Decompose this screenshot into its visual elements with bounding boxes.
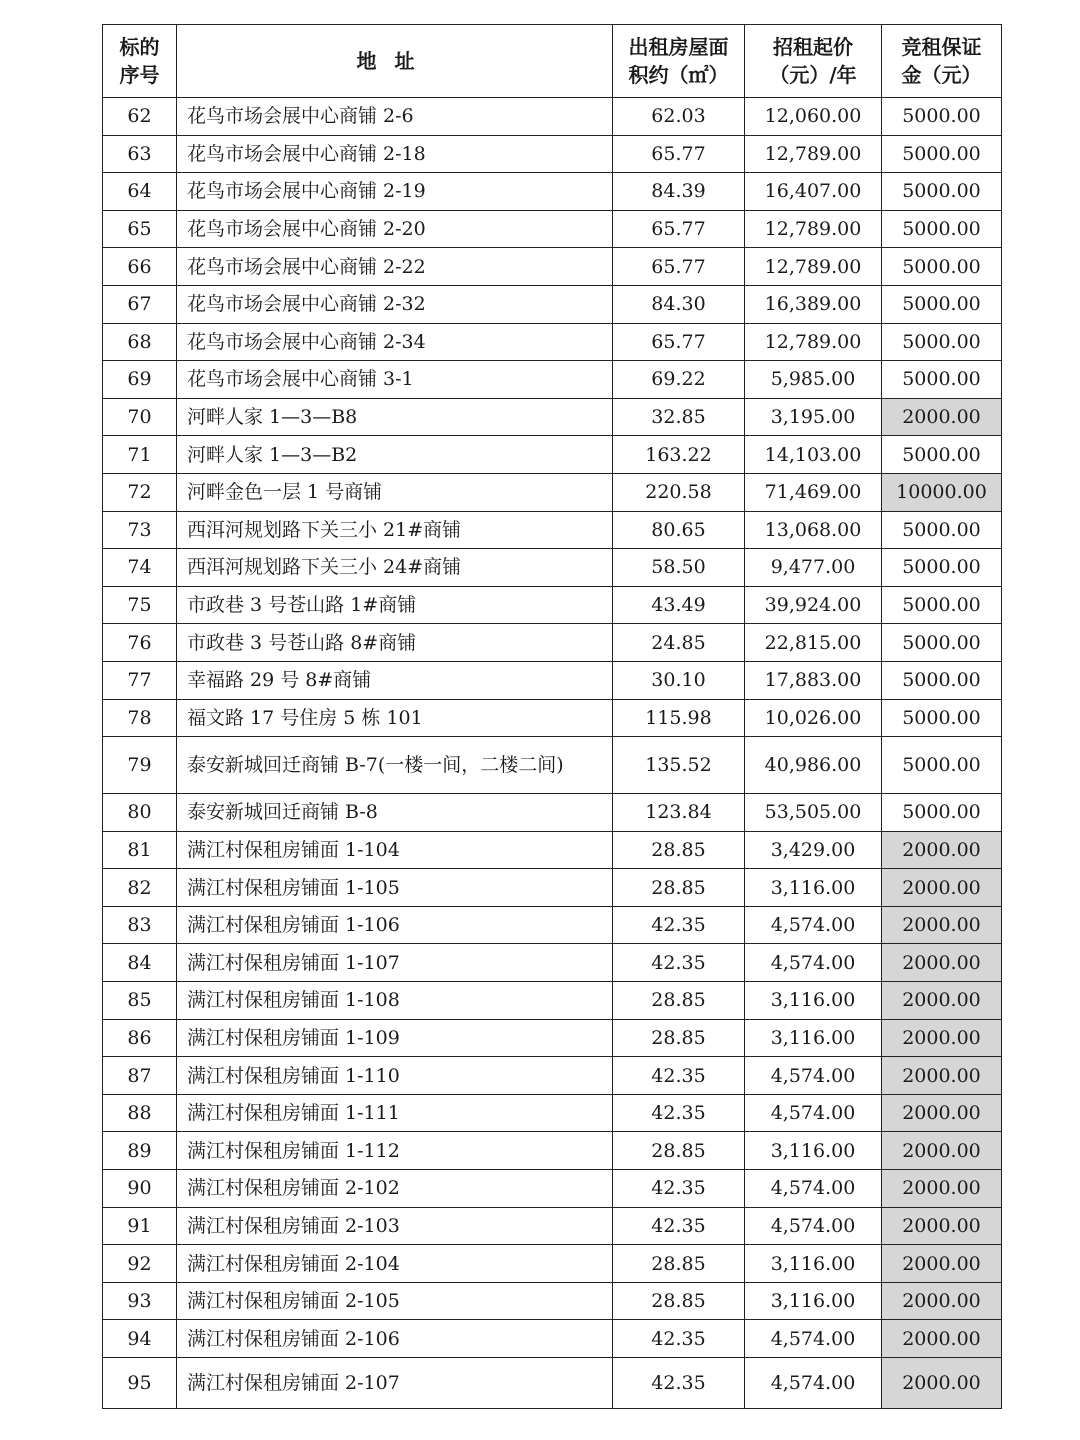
starting-price-cell: 13,068.00: [745, 511, 882, 549]
area-cell: 32.85: [613, 398, 745, 436]
address-cell: 花鸟市场会展中心商铺 2-22: [177, 248, 613, 286]
deposit-cell: 2000.00: [882, 1132, 1002, 1170]
starting-price-cell: 4,574.00: [745, 1358, 882, 1409]
starting-price-cell: 14,103.00: [745, 436, 882, 474]
address-cell: 满江村保租房铺面 1-108: [177, 982, 613, 1020]
deposit-cell: 5000.00: [882, 436, 1002, 474]
lot-number-cell: 77: [103, 661, 177, 699]
lot-number-cell: 90: [103, 1170, 177, 1208]
table-row: [103, 398, 1002, 436]
lot-number-cell: 76: [103, 624, 177, 662]
lot-number-cell: 63: [103, 135, 177, 173]
starting-price-cell: 3,116.00: [745, 1245, 882, 1283]
lot-number-cell: 83: [103, 906, 177, 944]
area-cell: 28.85: [613, 1019, 745, 1057]
table-row: [103, 661, 1002, 699]
starting-price-cell: 3,116.00: [745, 1132, 882, 1170]
lot-number-cell: 94: [103, 1320, 177, 1358]
table-row: [103, 831, 1002, 869]
address-cell: 满江村保租房铺面 2-102: [177, 1170, 613, 1208]
area-cell: 84.39: [613, 173, 745, 211]
starting-price-cell: 22,815.00: [745, 624, 882, 662]
deposit-cell: 2000.00: [882, 1320, 1002, 1358]
starting-price-cell: 3,116.00: [745, 1019, 882, 1057]
table-row: [103, 511, 1002, 549]
address-cell: 满江村保租房铺面 1-105: [177, 869, 613, 907]
table-row: [103, 944, 1002, 982]
lot-number-cell: 85: [103, 982, 177, 1020]
deposit-cell: 2000.00: [882, 1282, 1002, 1320]
deposit-cell: 5000.00: [882, 173, 1002, 211]
address-cell: 满江村保租房铺面 1-111: [177, 1094, 613, 1132]
address-cell: 花鸟市场会展中心商铺 2-32: [177, 285, 613, 323]
area-cell: 84.30: [613, 285, 745, 323]
deposit-cell: 5000.00: [882, 586, 1002, 624]
address-cell: 福文路 17 号住房 5 栋 101: [177, 699, 613, 737]
lot-number-cell: 92: [103, 1245, 177, 1283]
area-cell: 163.22: [613, 436, 745, 474]
deposit-cell: 5000.00: [882, 323, 1002, 361]
address-cell: 市政巷 3 号苍山路 1#商铺: [177, 586, 613, 624]
address-cell: 花鸟市场会展中心商铺 2-19: [177, 173, 613, 211]
address-cell: 花鸟市场会展中心商铺 2-6: [177, 98, 613, 136]
deposit-cell: 5000.00: [882, 794, 1002, 832]
starting-price-cell: 4,574.00: [745, 1170, 882, 1208]
address-cell: 满江村保租房铺面 1-107: [177, 944, 613, 982]
starting-price-cell: 16,407.00: [745, 173, 882, 211]
table-row: [103, 173, 1002, 211]
header-address: 地址: [177, 25, 613, 98]
address-cell: 河畔人家 1—3—B2: [177, 436, 613, 474]
table-row: [103, 586, 1002, 624]
area-cell: 135.52: [613, 737, 745, 794]
address-cell: 市政巷 3 号苍山路 8#商铺: [177, 624, 613, 662]
address-cell: 花鸟市场会展中心商铺 2-34: [177, 323, 613, 361]
starting-price-cell: 12,789.00: [745, 323, 882, 361]
header-lot-number: 标的 序号: [103, 25, 177, 98]
starting-price-cell: 40,986.00: [745, 737, 882, 794]
deposit-cell: 5000.00: [882, 248, 1002, 286]
table-row: [103, 624, 1002, 662]
address-cell: 满江村保租房铺面 1-109: [177, 1019, 613, 1057]
address-cell: 幸福路 29 号 8#商铺: [177, 661, 613, 699]
table-row: [103, 436, 1002, 474]
deposit-cell: 2000.00: [882, 1094, 1002, 1132]
lot-number-cell: 87: [103, 1057, 177, 1095]
area-cell: 42.35: [613, 1320, 745, 1358]
area-cell: 42.35: [613, 1170, 745, 1208]
lot-number-cell: 95: [103, 1358, 177, 1409]
address-cell: 满江村保租房铺面 1-112: [177, 1132, 613, 1170]
deposit-cell: 10000.00: [882, 473, 1002, 511]
starting-price-cell: 4,574.00: [745, 1094, 882, 1132]
table-row: [103, 1282, 1002, 1320]
area-cell: 28.85: [613, 1132, 745, 1170]
area-cell: 28.85: [613, 982, 745, 1020]
lot-number-cell: 64: [103, 173, 177, 211]
table-row: [103, 869, 1002, 907]
address-cell: 西洱河规划路下关三小 21#商铺: [177, 511, 613, 549]
deposit-cell: 5000.00: [882, 661, 1002, 699]
table-row: [103, 248, 1002, 286]
table-row: [103, 361, 1002, 399]
deposit-cell: 2000.00: [882, 869, 1002, 907]
starting-price-cell: 4,574.00: [745, 944, 882, 982]
starting-price-cell: 9,477.00: [745, 549, 882, 587]
lot-number-cell: 89: [103, 1132, 177, 1170]
address-cell: 泰安新城回迁商铺 B-8: [177, 794, 613, 832]
starting-price-cell: 12,789.00: [745, 248, 882, 286]
table-row: [103, 1170, 1002, 1208]
address-cell: 西洱河规划路下关三小 24#商铺: [177, 549, 613, 587]
deposit-cell: 5000.00: [882, 624, 1002, 662]
area-cell: 58.50: [613, 549, 745, 587]
lot-number-cell: 93: [103, 1282, 177, 1320]
address-cell: 满江村保租房铺面 2-105: [177, 1282, 613, 1320]
area-cell: 220.58: [613, 473, 745, 511]
deposit-cell: 5000.00: [882, 98, 1002, 136]
area-cell: 69.22: [613, 361, 745, 399]
table-row: [103, 135, 1002, 173]
header-row: [103, 25, 1002, 98]
table-body: [103, 98, 1002, 1409]
lot-number-cell: 72: [103, 473, 177, 511]
deposit-cell: 2000.00: [882, 982, 1002, 1020]
table-row: [103, 906, 1002, 944]
lot-number-cell: 84: [103, 944, 177, 982]
address-cell: 河畔人家 1—3—B8: [177, 398, 613, 436]
lot-number-cell: 65: [103, 210, 177, 248]
starting-price-cell: 5,985.00: [745, 361, 882, 399]
area-cell: 65.77: [613, 135, 745, 173]
starting-price-cell: 12,789.00: [745, 210, 882, 248]
deposit-cell: 2000.00: [882, 1207, 1002, 1245]
area-cell: 42.35: [613, 906, 745, 944]
lot-number-cell: 70: [103, 398, 177, 436]
lot-number-cell: 78: [103, 699, 177, 737]
lot-number-cell: 67: [103, 285, 177, 323]
address-cell: 满江村保租房铺面 1-104: [177, 831, 613, 869]
lot-number-cell: 79: [103, 737, 177, 794]
lot-number-cell: 68: [103, 323, 177, 361]
area-cell: 28.85: [613, 1282, 745, 1320]
address-cell: 满江村保租房铺面 2-104: [177, 1245, 613, 1283]
starting-price-cell: 10,026.00: [745, 699, 882, 737]
lot-number-cell: 71: [103, 436, 177, 474]
area-cell: 42.35: [613, 944, 745, 982]
address-cell: 泰安新城回迁商铺 B-7(一楼一间，二楼二间): [177, 737, 613, 794]
address-cell: 河畔金色一层 1 号商铺: [177, 473, 613, 511]
area-cell: 30.10: [613, 661, 745, 699]
lot-number-cell: 82: [103, 869, 177, 907]
area-cell: 28.85: [613, 831, 745, 869]
deposit-cell: 5000.00: [882, 361, 1002, 399]
area-cell: 43.49: [613, 586, 745, 624]
starting-price-cell: 4,574.00: [745, 1207, 882, 1245]
lot-number-cell: 69: [103, 361, 177, 399]
deposit-cell: 2000.00: [882, 1019, 1002, 1057]
deposit-cell: 5000.00: [882, 737, 1002, 794]
table-row: [103, 737, 1002, 794]
header-area: 出租房屋面 积约（㎡）: [613, 25, 745, 98]
deposit-cell: 5000.00: [882, 135, 1002, 173]
table-row: [103, 1207, 1002, 1245]
address-cell: 花鸟市场会展中心商铺 2-20: [177, 210, 613, 248]
table-row: [103, 794, 1002, 832]
lot-number-cell: 91: [103, 1207, 177, 1245]
table-row: [103, 98, 1002, 136]
table-row: [103, 1132, 1002, 1170]
address-cell: 满江村保租房铺面 1-106: [177, 906, 613, 944]
starting-price-cell: 12,789.00: [745, 135, 882, 173]
deposit-cell: 5000.00: [882, 511, 1002, 549]
area-cell: 28.85: [613, 869, 745, 907]
table-row: [103, 1245, 1002, 1283]
area-cell: 42.35: [613, 1094, 745, 1132]
table-row: [103, 473, 1002, 511]
area-cell: 42.35: [613, 1358, 745, 1409]
starting-price-cell: 4,574.00: [745, 1320, 882, 1358]
area-cell: 28.85: [613, 1245, 745, 1283]
starting-price-cell: 16,389.00: [745, 285, 882, 323]
starting-price-cell: 12,060.00: [745, 98, 882, 136]
starting-price-cell: 3,116.00: [745, 869, 882, 907]
deposit-cell: 2000.00: [882, 906, 1002, 944]
deposit-cell: 2000.00: [882, 944, 1002, 982]
starting-price-cell: 53,505.00: [745, 794, 882, 832]
area-cell: 62.03: [613, 98, 745, 136]
deposit-cell: 2000.00: [882, 831, 1002, 869]
table-row: [103, 1094, 1002, 1132]
starting-price-cell: 39,924.00: [745, 586, 882, 624]
area-cell: 65.77: [613, 210, 745, 248]
table-row: [103, 1019, 1002, 1057]
address-cell: 满江村保租房铺面 2-106: [177, 1320, 613, 1358]
table-row: [103, 549, 1002, 587]
deposit-cell: 5000.00: [882, 210, 1002, 248]
starting-price-cell: 3,429.00: [745, 831, 882, 869]
starting-price-cell: 4,574.00: [745, 1057, 882, 1095]
table-row: [103, 982, 1002, 1020]
table-row: [103, 285, 1002, 323]
lot-number-cell: 66: [103, 248, 177, 286]
lot-number-cell: 73: [103, 511, 177, 549]
lot-number-cell: 80: [103, 794, 177, 832]
area-cell: 42.35: [613, 1057, 745, 1095]
deposit-cell: 2000.00: [882, 1358, 1002, 1409]
area-cell: 115.98: [613, 699, 745, 737]
lot-number-cell: 74: [103, 549, 177, 587]
starting-price-cell: 3,116.00: [745, 1282, 882, 1320]
deposit-cell: 5000.00: [882, 549, 1002, 587]
area-cell: 42.35: [613, 1207, 745, 1245]
area-cell: 24.85: [613, 624, 745, 662]
deposit-cell: 2000.00: [882, 1245, 1002, 1283]
table-row: [103, 323, 1002, 361]
table-row: [103, 1057, 1002, 1095]
starting-price-cell: 4,574.00: [745, 906, 882, 944]
starting-price-cell: 3,195.00: [745, 398, 882, 436]
address-cell: 满江村保租房铺面 1-110: [177, 1057, 613, 1095]
deposit-cell: 2000.00: [882, 1170, 1002, 1208]
lot-number-cell: 81: [103, 831, 177, 869]
area-cell: 80.65: [613, 511, 745, 549]
address-cell: 花鸟市场会展中心商铺 2-18: [177, 135, 613, 173]
lot-number-cell: 62: [103, 98, 177, 136]
address-cell: 满江村保租房铺面 2-107: [177, 1358, 613, 1409]
area-cell: 65.77: [613, 248, 745, 286]
header-starting-price: 招租起价 （元）/年: [745, 25, 882, 98]
table-row: [103, 1320, 1002, 1358]
starting-price-cell: 3,116.00: [745, 982, 882, 1020]
table-row: [103, 699, 1002, 737]
deposit-cell: 2000.00: [882, 398, 1002, 436]
starting-price-cell: 71,469.00: [745, 473, 882, 511]
lot-number-cell: 75: [103, 586, 177, 624]
table-row: [103, 1358, 1002, 1409]
lot-number-cell: 86: [103, 1019, 177, 1057]
deposit-cell: 5000.00: [882, 699, 1002, 737]
address-cell: 满江村保租房铺面 2-103: [177, 1207, 613, 1245]
area-cell: 123.84: [613, 794, 745, 832]
rental-listing-table: [102, 24, 1002, 1409]
deposit-cell: 5000.00: [882, 285, 1002, 323]
table-row: [103, 210, 1002, 248]
starting-price-cell: 17,883.00: [745, 661, 882, 699]
area-cell: 65.77: [613, 323, 745, 361]
address-cell: 花鸟市场会展中心商铺 3-1: [177, 361, 613, 399]
lot-number-cell: 88: [103, 1094, 177, 1132]
header-deposit: 竞租保证 金（元）: [882, 25, 1002, 98]
deposit-cell: 2000.00: [882, 1057, 1002, 1095]
